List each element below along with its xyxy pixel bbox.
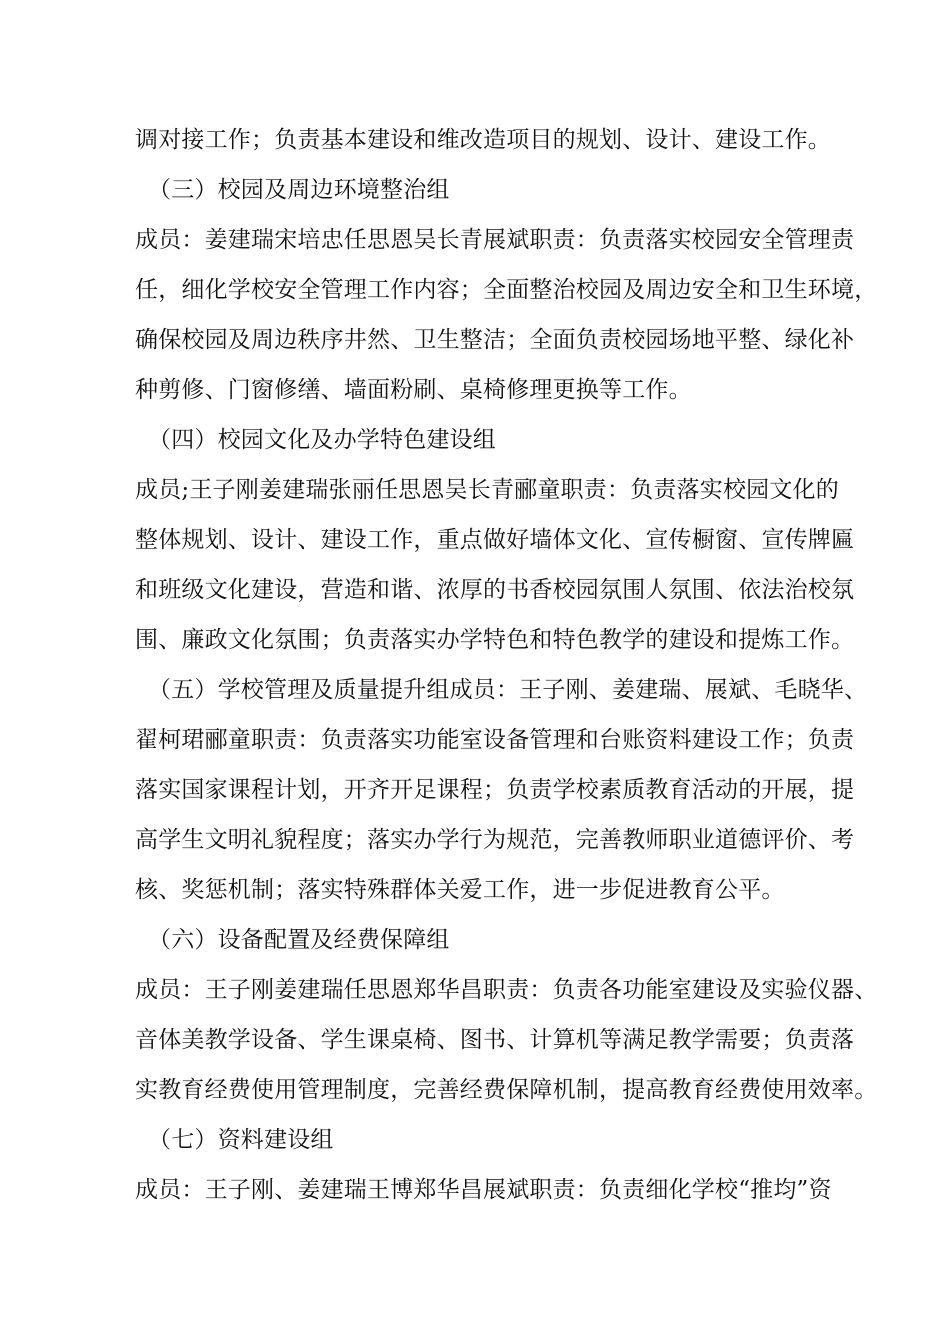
text-line: 成员：王子刚姜建瑞任思恩郑华昌职责：负责各功能室建设及实验仪器、 (135, 977, 878, 1003)
text-line: 音体美教学设备、学生课桌椅、图书、计算机等满足教学需要；负责落 (135, 1027, 855, 1053)
section-heading: （三）校园及周边环境整治组 (148, 177, 450, 203)
text-line: 确保校园及周边秩序井然、卫生整洁；全面负责校园场地平整、绿化补 (135, 327, 855, 353)
text-line: 落实国家课程计划，开齐开足课程；负责学校素质教育活动的开展，提 (135, 777, 855, 803)
text-line: 种剪修、门窗修缮、墙面粉刷、桌椅修理更换等工作。 (135, 377, 692, 403)
text-line: 和班级文化建设，营造和谐、浓厚的书香校园氛围人氛围、依法治校氛 (135, 577, 855, 603)
text-line: 实教育经费使用管理制度，完善经费保障机制，提高教育经费使用效率。 (135, 1077, 878, 1103)
text-line: 围、廉政文化氛围；负责落实办学特色和特色教学的建设和提炼工作。 (135, 627, 855, 653)
section-heading: （四）校园文化及办学特色建设组 (148, 427, 496, 453)
text-line: 核、奖惩机制；落实特殊群体关爱工作，进一步促进教育公平。 (135, 877, 785, 903)
text-line: 任，细化学校安全管理工作内容；全面整治校园及周边安全和卫生环境， (135, 277, 878, 303)
text-line: 成员;王子刚姜建瑞张丽任思恩吴长青郦童职责：负责落实校园文化的 (135, 477, 839, 503)
section-heading: （七）资料建设组 (148, 1127, 334, 1153)
section-heading: （五）学校管理及质量提升组成员：王子刚、姜建瑞、展斌、毛晓华、 (148, 677, 868, 703)
text-line: 高学生文明礼貌程度；落实办学行为规范，完善教师职业道德评价、考 (135, 827, 855, 853)
text-line: 整体规划、设计、建设工作，重点做好墙体文化、宣传橱窗、宣传牌匾 (135, 527, 855, 553)
text-line: 翟柯珺郦童职责：负责落实功能室设备管理和台账资料建设工作；负责 (135, 727, 855, 753)
text-line: 成员：王子刚、姜建瑞王博郑华昌展斌职责：负责细化学校“推均”资 (135, 1177, 832, 1203)
section-heading: （六）设备配置及经费保障组 (148, 927, 450, 953)
text-line: 调对接工作；负责基本建设和维改造项目的规划、设计、建设工作。 (135, 127, 831, 153)
text-line: 成员：姜建瑞宋培忠任思恩吴长青展斌职责：负责落实校园安全管理责 (135, 227, 855, 253)
